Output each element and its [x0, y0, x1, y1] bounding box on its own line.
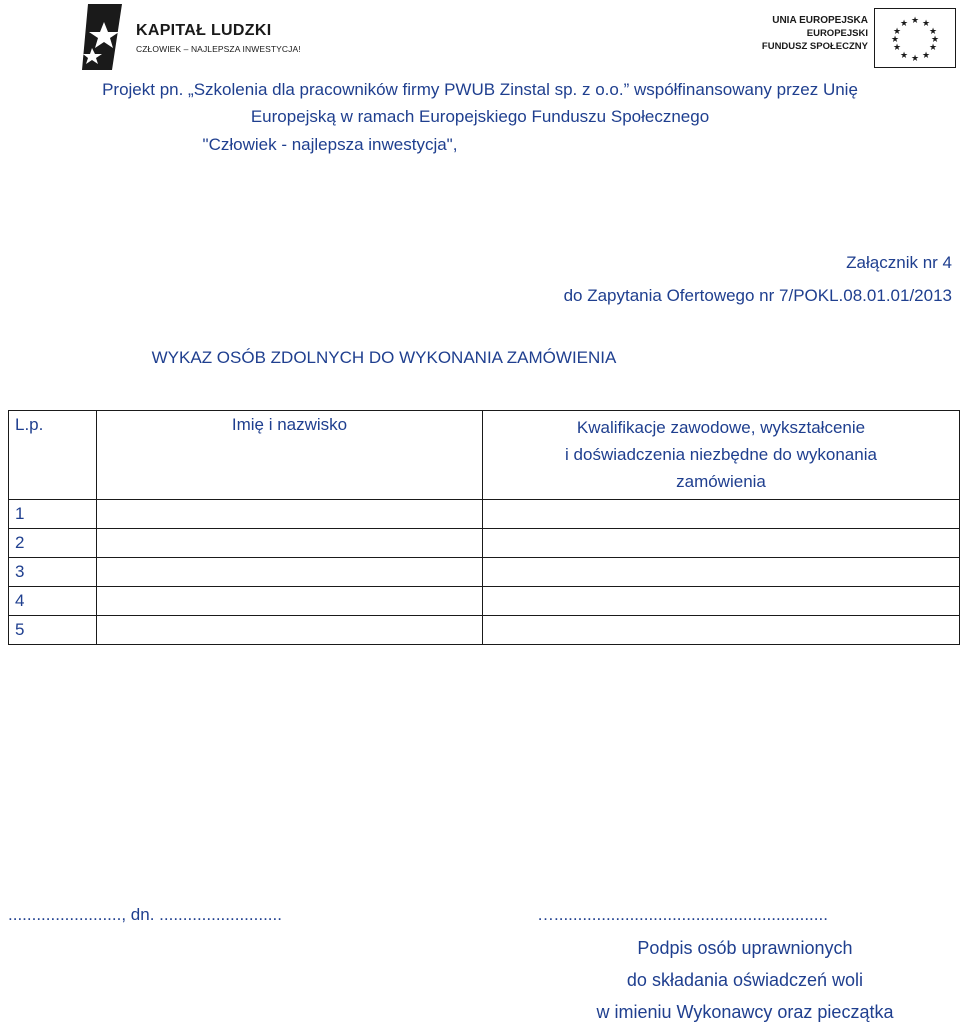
- kapital-ludzki-title: KAPITAŁ LUDZKI: [136, 22, 272, 39]
- project-line-2: Europejską w ramach Europejskiego Funduszu Społecznego: [250, 107, 710, 126]
- row-name-cell[interactable]: [97, 616, 483, 645]
- row-name-cell[interactable]: [97, 558, 483, 587]
- row-name-cell[interactable]: [97, 529, 483, 558]
- annex-reference: do Zapytania Ofertowego nr 7/POKL.08.01.01/2013: [563, 286, 952, 305]
- eu-flag-icon: [874, 8, 956, 68]
- table-row: [9, 529, 960, 558]
- svg-text:★: ★: [910, 16, 920, 26]
- header-qualifications-line1: Kwalifikacje zawodowe, wykształcenie: [576, 418, 866, 437]
- table-header-row: [9, 411, 960, 500]
- project-line-3: "Człowiek - najlepsza inwestycja",: [202, 135, 458, 154]
- row-qualifications-cell[interactable]: [483, 616, 960, 645]
- svg-text:★: ★: [930, 35, 940, 45]
- eu-logo-text: [762, 14, 868, 53]
- signature-caption: [560, 932, 930, 1028]
- header-qualifications-line2: i doświadczenia niezbędne do wykonania: [565, 445, 877, 464]
- row-qualifications-cell[interactable]: [483, 500, 960, 529]
- document-title: WYKAZ OSÓB ZDOLNYCH DO WYKONANIA ZAMÓWIENIA: [151, 348, 617, 367]
- row-lp: 5: [9, 616, 97, 645]
- persons-table: [8, 410, 960, 645]
- row-qualifications-cell[interactable]: [483, 529, 960, 558]
- row-lp: 1: [9, 500, 97, 529]
- row-name-cell[interactable]: [97, 500, 483, 529]
- place-date-line: ........................, dn. ..........................: [8, 905, 282, 924]
- kapital-ludzki-subtitle: CZŁOWIEK – NAJLEPSZA INWESTYCJA!: [136, 44, 301, 54]
- header-qualifications: [483, 411, 960, 500]
- signature-caption-line3: w imieniu Wykonawcy oraz pieczątka: [596, 1002, 894, 1022]
- signature-caption-line1: Podpis osób uprawnionych: [637, 938, 853, 958]
- table-row: [9, 616, 960, 645]
- eu-logo-line3: FUNDUSZ SPOŁECZNY: [761, 41, 868, 52]
- row-lp: 4: [9, 587, 97, 616]
- header-lp: L.p.: [9, 411, 97, 500]
- row-qualifications-cell[interactable]: [483, 558, 960, 587]
- header-name: Imię i nazwisko: [97, 411, 483, 500]
- eu-logo-line1: UNIA EUROPEJSKA: [772, 15, 868, 26]
- svg-text:★: ★: [899, 51, 909, 61]
- annex-number: Załącznik nr 4: [846, 253, 952, 272]
- kapital-ludzki-logo: [82, 4, 322, 70]
- row-lp: 2: [9, 529, 97, 558]
- kapital-ludzki-emblem-icon: [82, 4, 134, 70]
- svg-text:★: ★: [910, 54, 920, 64]
- svg-text:★: ★: [892, 27, 902, 37]
- row-qualifications-cell[interactable]: [483, 587, 960, 616]
- svg-text:★: ★: [921, 51, 931, 61]
- svg-text:★: ★: [928, 43, 938, 53]
- svg-text:★: ★: [890, 35, 900, 45]
- svg-text:★: ★: [892, 43, 902, 53]
- table-row: [9, 500, 960, 529]
- table-row: [9, 587, 960, 616]
- eu-logo-line2: EUROPEJSKI: [806, 28, 868, 39]
- svg-text:★: ★: [899, 19, 909, 29]
- svg-text:★: ★: [921, 19, 931, 29]
- row-lp: 3: [9, 558, 97, 587]
- row-name-cell[interactable]: [97, 587, 483, 616]
- table-row: [9, 558, 960, 587]
- signature-dots: …..........................................................: [537, 905, 828, 924]
- eu-logo: [756, 6, 960, 68]
- svg-text:★: ★: [928, 27, 938, 37]
- signature-caption-line2: do składania oświadczeń woli: [626, 970, 864, 990]
- header-qualifications-line3: zamówienia: [676, 472, 766, 491]
- project-line-1: Projekt pn. „Szkolenia dla pracowników firmy PWUB Zinstal sp. z o.o.” współfinansowany przez Unię: [102, 80, 858, 99]
